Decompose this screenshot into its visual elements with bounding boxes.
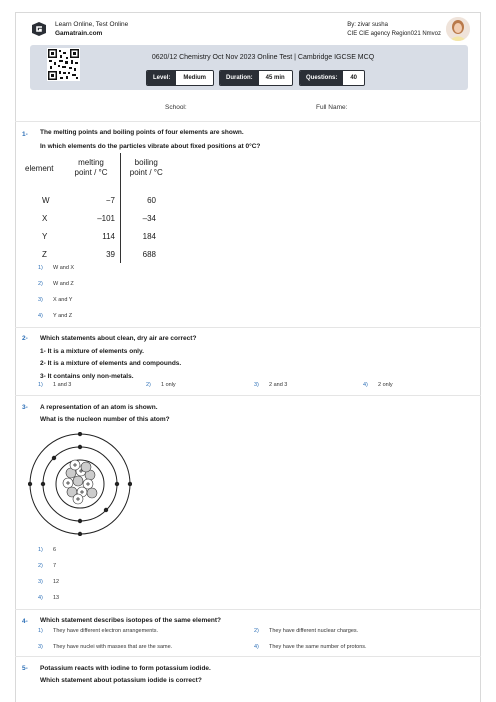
table-cell: Z	[42, 249, 47, 259]
brand[interactable]	[30, 20, 128, 38]
table-header-boiling-line1: boiling	[134, 158, 158, 167]
option-text: W and X	[53, 265, 75, 271]
option-number: 1)	[38, 265, 43, 271]
question-2-text	[40, 333, 196, 383]
question-line: 1- It is a mixture of elements only.	[40, 347, 144, 355]
option-text: They have different nuclear charges.	[269, 628, 359, 634]
table-cell: X	[42, 213, 48, 223]
option[interactable]	[38, 628, 158, 634]
option-number: 2)	[254, 628, 259, 634]
option-number: 4)	[38, 313, 43, 319]
option-text: 6	[53, 547, 57, 553]
option-text: 1 and 3	[53, 382, 72, 388]
questions-value: 40	[343, 71, 364, 85]
option-number: 3)	[254, 382, 259, 388]
table-cell: –34	[142, 213, 156, 223]
option-text: They have the same number of protons.	[269, 644, 367, 650]
table-row	[25, 209, 172, 227]
option-text: 12	[53, 579, 60, 585]
option-number: 3)	[38, 579, 43, 585]
option-number: 4)	[38, 595, 43, 601]
option-text: 13	[53, 595, 60, 601]
table-header-boiling-line2: point / °C	[129, 168, 163, 177]
option-number: 3)	[38, 644, 43, 650]
option[interactable]	[254, 382, 287, 388]
option[interactable]	[38, 297, 72, 303]
questions-chip	[299, 70, 365, 86]
table-row	[25, 245, 172, 263]
duration-value: 45 min	[259, 71, 292, 85]
option-text: X and Y	[53, 297, 73, 303]
atom-diagram	[28, 432, 132, 541]
questions-key: Questions:	[300, 71, 343, 85]
option[interactable]	[38, 595, 59, 601]
table-header-melting-line2: point / °C	[74, 168, 108, 177]
option-number: 1)	[38, 382, 43, 388]
option[interactable]	[254, 644, 367, 650]
level-key: Level:	[147, 71, 176, 85]
question-line: A representation of an atom is shown.	[40, 404, 158, 411]
author-info	[347, 21, 441, 39]
option[interactable]	[146, 382, 176, 388]
table-header-melting	[67, 153, 115, 183]
divider	[15, 121, 481, 122]
level-value: Medium	[176, 71, 213, 85]
divider	[15, 327, 481, 328]
option-number: 3)	[38, 297, 43, 303]
duration-chip	[219, 70, 293, 86]
option-text: 2 only	[378, 382, 393, 388]
level-chip	[146, 70, 214, 86]
question-1-text	[40, 128, 260, 151]
option[interactable]	[363, 382, 393, 388]
question-line: Potassium reacts with iodine to form potassium iodide.	[40, 665, 211, 672]
option-text: 1 only	[161, 382, 176, 388]
option-number: 2)	[38, 563, 43, 569]
option-text: They have different electron arrangements.	[53, 628, 159, 634]
question-number: 1-	[22, 131, 28, 138]
question-number: 4-	[22, 618, 28, 625]
author-name: By: zivar susha	[347, 22, 388, 28]
question-line: 2- It is a mixture of elements and compounds.	[40, 360, 182, 367]
table-cell: Y	[42, 231, 48, 241]
table-header-element: element	[25, 163, 54, 173]
question-3-text	[40, 402, 170, 426]
question-number: 5-	[22, 665, 28, 672]
brand-domain[interactable]: Gamatrain.com	[55, 30, 103, 37]
table-cell: W	[42, 195, 50, 205]
option-number: 4)	[254, 644, 259, 650]
avatar[interactable]	[446, 17, 470, 41]
test-title: 0620/12 Chemistry Oct Nov 2023 Online Test | Cambridge IGCSE MCQ	[151, 54, 375, 61]
question-line: 3- It contains only non-metals.	[40, 372, 134, 380]
question-5-text	[40, 663, 211, 687]
option[interactable]	[38, 579, 59, 585]
option-number: 1)	[38, 547, 43, 553]
option[interactable]	[38, 547, 56, 553]
option-text: 7	[53, 563, 57, 569]
table-row	[25, 191, 172, 209]
table-cell: −7	[105, 195, 115, 205]
table-cell: –101	[97, 213, 115, 223]
table-cell: 60	[147, 195, 156, 205]
option-number: 1)	[38, 628, 43, 634]
qr-code-icon[interactable]	[47, 48, 80, 81]
table-cell: 114	[102, 231, 115, 241]
author-agency: CIE CIE agency Region021 Nmvoz	[347, 31, 441, 37]
option-number: 4)	[363, 382, 368, 388]
option[interactable]	[38, 644, 172, 650]
question-line: What is the nucleon number of this atom?	[40, 416, 170, 423]
question-line: In which elements do the particles vibrate about fixed positions at 0°C?	[40, 143, 261, 150]
gamatrain-logo-icon	[30, 21, 48, 37]
option-text: They have nuclei with masses that are the same.	[53, 644, 173, 650]
option[interactable]	[38, 281, 74, 287]
table-cell: 688	[142, 249, 156, 259]
option-number: 2)	[38, 281, 43, 287]
option[interactable]	[38, 382, 71, 388]
divider	[15, 609, 481, 610]
option-text: Y and Z	[53, 313, 73, 319]
table-header-melting-line1: melting	[78, 158, 104, 167]
school-label: School:	[165, 104, 187, 111]
table-header-boiling	[120, 153, 172, 183]
option[interactable]	[38, 563, 56, 569]
elements-table	[25, 153, 172, 263]
option[interactable]	[38, 313, 72, 319]
table-row	[25, 227, 172, 245]
table-cell: 184	[142, 231, 156, 241]
fullname-label: Full Name:	[316, 104, 348, 111]
option-number: 2)	[146, 382, 151, 388]
brand-tagline: Learn Online, Test Online	[55, 21, 129, 28]
divider	[15, 395, 481, 396]
question-line: Which statement about potassium iodide is correct?	[40, 677, 202, 684]
question-line: Which statements about clean, dry air are correct?	[40, 335, 197, 342]
duration-key: Duration:	[220, 71, 259, 85]
option[interactable]	[38, 265, 74, 271]
question-line: The melting points and boiling points of four elements are shown.	[40, 129, 244, 136]
question-number: 2-	[22, 335, 28, 342]
divider	[15, 656, 481, 657]
question-number: 3-	[22, 404, 28, 411]
question-4-text: Which statement describes isotopes of the same element?	[40, 617, 221, 624]
table-cell: 39	[106, 249, 115, 259]
option-text: 2 and 3	[269, 382, 288, 388]
option[interactable]	[254, 628, 358, 634]
option-text: W and Z	[53, 281, 74, 287]
